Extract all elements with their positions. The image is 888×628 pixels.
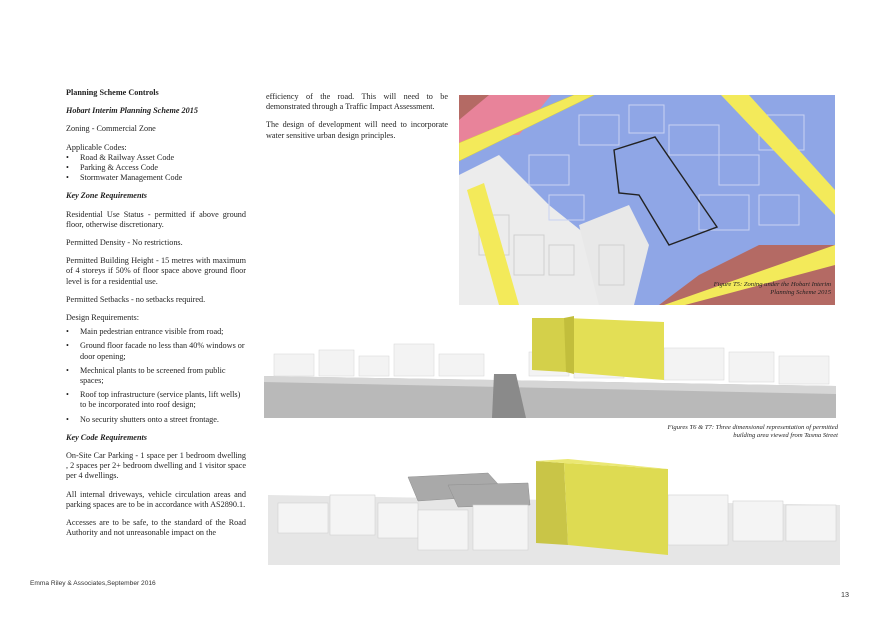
figure-t6-caption bbox=[600, 424, 838, 440]
figure-t5-caption bbox=[671, 281, 831, 297]
design-list bbox=[66, 327, 246, 425]
list-item: • Stormwater Management Code bbox=[66, 173, 246, 183]
key-zone-heading: Key Zone Requirements bbox=[66, 191, 147, 201]
driveways-text: All internal driveways, vehicle circulation areas and parking spaces are to be in accordance with AS2890.1. bbox=[66, 489, 246, 509]
density-text: Permitted Density - No restrictions. bbox=[66, 238, 183, 248]
list-item: • Road & Railway Asset Code bbox=[66, 153, 246, 163]
3d-view-figure-t7 bbox=[268, 455, 840, 565]
3d-view-t6 bbox=[264, 314, 836, 418]
3d-view-t7 bbox=[268, 455, 840, 565]
caption-line: building area viewed from Tasma Street bbox=[733, 432, 838, 440]
list-item: • No security shutters onto a street frontage. bbox=[66, 415, 246, 425]
zoning-map-figure bbox=[459, 95, 835, 305]
continuation-text: efficiency of the road. This will need to be demonstrated through a Traffic Impact Assessment. bbox=[266, 92, 448, 112]
scheme-title: Hobart Interim Planning Scheme 2015 bbox=[66, 106, 198, 116]
accesses-text: Accesses are to be safe, to the standard of the Road Authority and not unreasonable impact on the bbox=[66, 518, 246, 538]
zoning-text: Zoning - Commercial Zone bbox=[66, 124, 156, 134]
list-item: • Main pedestrian entrance visible from road; bbox=[66, 327, 246, 337]
footer-author: Emma Riley & Associates,September 2016 bbox=[30, 580, 156, 587]
left-text-column bbox=[66, 88, 246, 547]
design-heading: Design Requirements: bbox=[66, 313, 139, 323]
planning-heading: Planning Scheme Controls bbox=[66, 88, 159, 97]
caption-line: Figure T5: Zoning under the Hobart Interim bbox=[713, 281, 831, 288]
residential-use-text: Residential Use Status - permitted if above ground floor, otherwise discretionary. bbox=[66, 209, 246, 229]
caption-line: Planning Scheme 2015 bbox=[770, 289, 831, 297]
page-number: 13 bbox=[841, 590, 849, 599]
3d-view-figure-t6 bbox=[264, 314, 836, 418]
caption-line: Figures T6 & T7: Three dimensional representation of permitted bbox=[667, 424, 838, 431]
building-height-text: Permitted Building Height - 15 metres with maximum of 4 storeys if 50% of floor space above ground floor level is for a residential use. bbox=[66, 256, 246, 286]
codes-list bbox=[66, 153, 246, 184]
list-item: • Parking & Access Code bbox=[66, 163, 246, 173]
zoning-map bbox=[459, 95, 835, 305]
middle-text-column bbox=[266, 92, 448, 149]
list-item: • Roof top infrastructure (service plants, lift wells) to be incorporated into roof design; bbox=[66, 390, 246, 410]
key-code-heading: Key Code Requirements bbox=[66, 432, 147, 442]
setbacks-text: Permitted Setbacks - no setbacks required. bbox=[66, 294, 206, 304]
list-item: • Ground floor facade no less than 40% windows or door opening; bbox=[66, 341, 246, 361]
list-item: • Mechnical plants to be screened from public spaces; bbox=[66, 366, 246, 386]
car-parking-text: On-Site Car Parking - 1 space per 1 bedroom dwelling , 2 spaces per 2+ bedroom dwelling and 1 visitor space per 4 dwellings. bbox=[66, 451, 246, 481]
codes-heading: Applicable Codes: bbox=[66, 142, 127, 152]
design-principles-text: The design of development will need to incorporate water sensitive urban design principles. bbox=[266, 120, 448, 140]
